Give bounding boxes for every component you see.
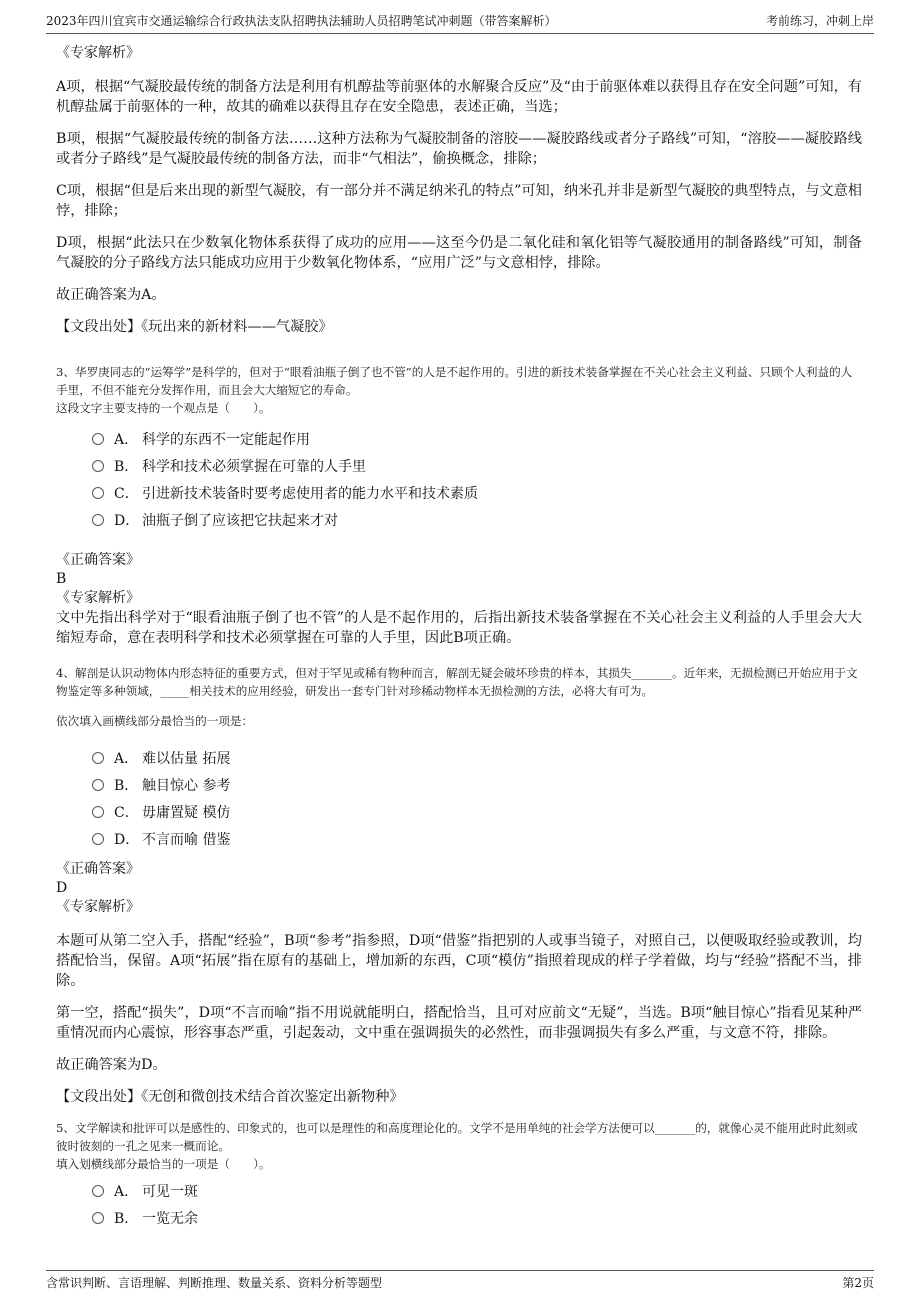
radio-icon[interactable] bbox=[92, 460, 104, 472]
radio-icon[interactable] bbox=[92, 433, 104, 445]
q3-option-c[interactable]: C． 引进新技术装备时要考虑使用者的能力水平和技术素质 bbox=[92, 479, 862, 506]
q4-option-b[interactable]: B． 触目惊心 参考 bbox=[92, 771, 862, 798]
q3-option-b[interactable]: B． 科学和技术必须掌握在可靠的人手里 bbox=[92, 452, 862, 479]
q4-analysis-label: 《专家解析》 bbox=[56, 899, 140, 915]
radio-icon[interactable] bbox=[92, 806, 104, 818]
q3-answer: B bbox=[56, 571, 67, 587]
radio-icon[interactable] bbox=[92, 1185, 104, 1197]
q3-stem: 3、华罗庚同志的“运筹学”是科学的，但对于“眼看油瓶子倒了也不管”的人是不起作用的。引进的新技术装备掌握在不关心社会主义利益、只顾个人利益的人手里，不但不能充分发挥作用，而且会大大缩短它的寿命。 bbox=[56, 365, 853, 397]
radio-icon[interactable] bbox=[92, 752, 104, 764]
q4-option-c[interactable]: C． 毋庸置疑 模仿 bbox=[92, 798, 862, 825]
q3-option-d[interactable]: D． 油瓶子倒了应该把它扶起来才对 bbox=[92, 506, 862, 533]
q4-conclusion: 故正确答案为D。 bbox=[56, 1057, 167, 1073]
q5-stem: 5、文学解读和批评可以是感性的、印象式的，也可以是理性的和高度理论化的。文学不是用单纯的社会学方法便可以_______的，就像心灵不能用此时此刻或彼时彼刻的一孔之见来一概而论。 bbox=[56, 1121, 858, 1153]
q4-option-d[interactable]: D． 不言而喻 借鉴 bbox=[92, 825, 862, 852]
page-number: 第2页 bbox=[842, 1276, 874, 1290]
document-title: 2023年四川宜宾市交通运输综合行政执法支队招聘执法辅助人员招聘笔试冲刺题（带答案解析） bbox=[46, 14, 557, 28]
q3-prompt: 这段文字主要支持的一个观点是（ ）。 bbox=[56, 401, 271, 415]
q4-analysis-paragraph: 第一空，搭配“损失”，D项“不言而喻”指不用说就能明白，搭配恰当，且可对应前文“无疑”，当选。B项“触目惊心”指看见某种严重情况而内心震惊，形容事态严重，引起轰动，文中重在强调损失的必然性，而非强调损失有多么严重，与文意不符，排除。 bbox=[56, 1005, 862, 1041]
page-header bbox=[46, 12, 874, 34]
q4-answer: D bbox=[56, 880, 68, 896]
q3-answer-label: 《正确答案》 bbox=[56, 552, 140, 568]
q2-analysis-paragraph: B项，根据“气凝胶最传统的制备方法……这种方法称为气凝胶制备的溶胶——凝胶路线或者分子路线”可知，“溶胶——凝胶路线或者分子路线”是气凝胶最传统的制备方法，而非“气相法”，偷换概念，排除； bbox=[56, 131, 862, 167]
q3-option-a[interactable]: A． 科学的东西不一定能起作用 bbox=[92, 425, 862, 452]
q4-answer-label: 《正确答案》 bbox=[56, 861, 140, 877]
radio-icon[interactable] bbox=[92, 1212, 104, 1224]
page-footer bbox=[46, 1270, 874, 1291]
radio-icon[interactable] bbox=[92, 514, 104, 526]
q2-analysis-paragraph: A项，根据“气凝胶最传统的制备方法是利用有机醇盐等前驱体的水解聚合反应”及“由于前驱体难以获得且存在安全问题”可知，有机醇盐属于前驱体的一种，故其的确难以获得且存在安全隐患，表述正确，当选； bbox=[56, 79, 862, 115]
q4-options bbox=[92, 744, 862, 852]
q5-option-b[interactable]: B． 一览无余 bbox=[92, 1204, 862, 1231]
q4-source: 【文段出处】《无创和微创技术结合首次鉴定出新物种》 bbox=[56, 1089, 404, 1105]
q4-stem: 4、解剖是认识动物体内形态特征的重要方式，但对于罕见或稀有物种而言，解剖无疑会破坏珍贵的样本，其损失_______。近年来，无损检测已开始应用于文物鉴定等多种领域，_____相关技术的应用经验，研发出一套专门针对珍稀动物样本无损检测的方法，必将大有可为。 bbox=[56, 666, 858, 698]
q2-conclusion: 故正确答案为A。 bbox=[56, 287, 166, 303]
q3-analysis: 文中先指出科学对于“眼看油瓶子倒了也不管”的人是不起作用的，后指出新技术装备掌握在不关心社会主义利益的人手里会大大缩短寿命，意在表明科学和技术必须掌握在可靠的人手里，因此B项正确。 bbox=[56, 610, 862, 646]
q3-analysis-label: 《专家解析》 bbox=[56, 590, 140, 606]
q4-prompt: 依次填入画横线部分最恰当的一项是： bbox=[56, 714, 254, 728]
q5-options bbox=[92, 1177, 862, 1231]
footer-note: 含常识判断、言语理解、判断推理、数量关系、资料分析等题型 bbox=[46, 1276, 383, 1290]
header-slogan: 考前练习，冲刺上岸 bbox=[765, 14, 874, 28]
q4-option-a[interactable]: A． 难以估量 拓展 bbox=[92, 744, 862, 771]
q4-analysis-paragraph: 本题可从第二空入手，搭配“经验”，B项“参考”指参照，D项“借鉴”指把别的人或事当镜子，对照自己，以便吸取经验或教训，均搭配恰当，保留。A项“拓展”指在原有的基础上，增加新的东西，C项“模仿”指照着现成的样子学着做，均与“经验”搭配不当，排除。 bbox=[56, 933, 862, 989]
q2-analysis-paragraph: C项，根据“但是后来出现的新型气凝胶，有一部分并不满足纳米孔的特点”可知，纳米孔并非是新型气凝胶的典型特点，与文意相悖，排除； bbox=[56, 183, 862, 219]
q5-prompt: 填入划横线部分最恰当的一项是（ ）。 bbox=[56, 1157, 271, 1171]
page-content bbox=[56, 44, 862, 1239]
q2-analysis-paragraph: D项，根据“此法只在少数氧化物体系获得了成功的应用——这至今仍是二氧化硅和氧化铝等气凝胶通用的制备路线”可知，制备气凝胶的分子路线方法只能成功应用于少数氧化物体系，“应用广泛”与文意相悖，排除。 bbox=[56, 235, 862, 271]
radio-icon[interactable] bbox=[92, 487, 104, 499]
radio-icon[interactable] bbox=[92, 779, 104, 791]
q2-source: 【文段出处】《玩出来的新材料——气凝胶》 bbox=[56, 319, 333, 335]
radio-icon[interactable] bbox=[92, 833, 104, 845]
q3-options bbox=[92, 425, 862, 533]
q5-option-a[interactable]: A． 可见一斑 bbox=[92, 1177, 862, 1204]
q2-analysis-label: 《专家解析》 bbox=[56, 45, 140, 61]
